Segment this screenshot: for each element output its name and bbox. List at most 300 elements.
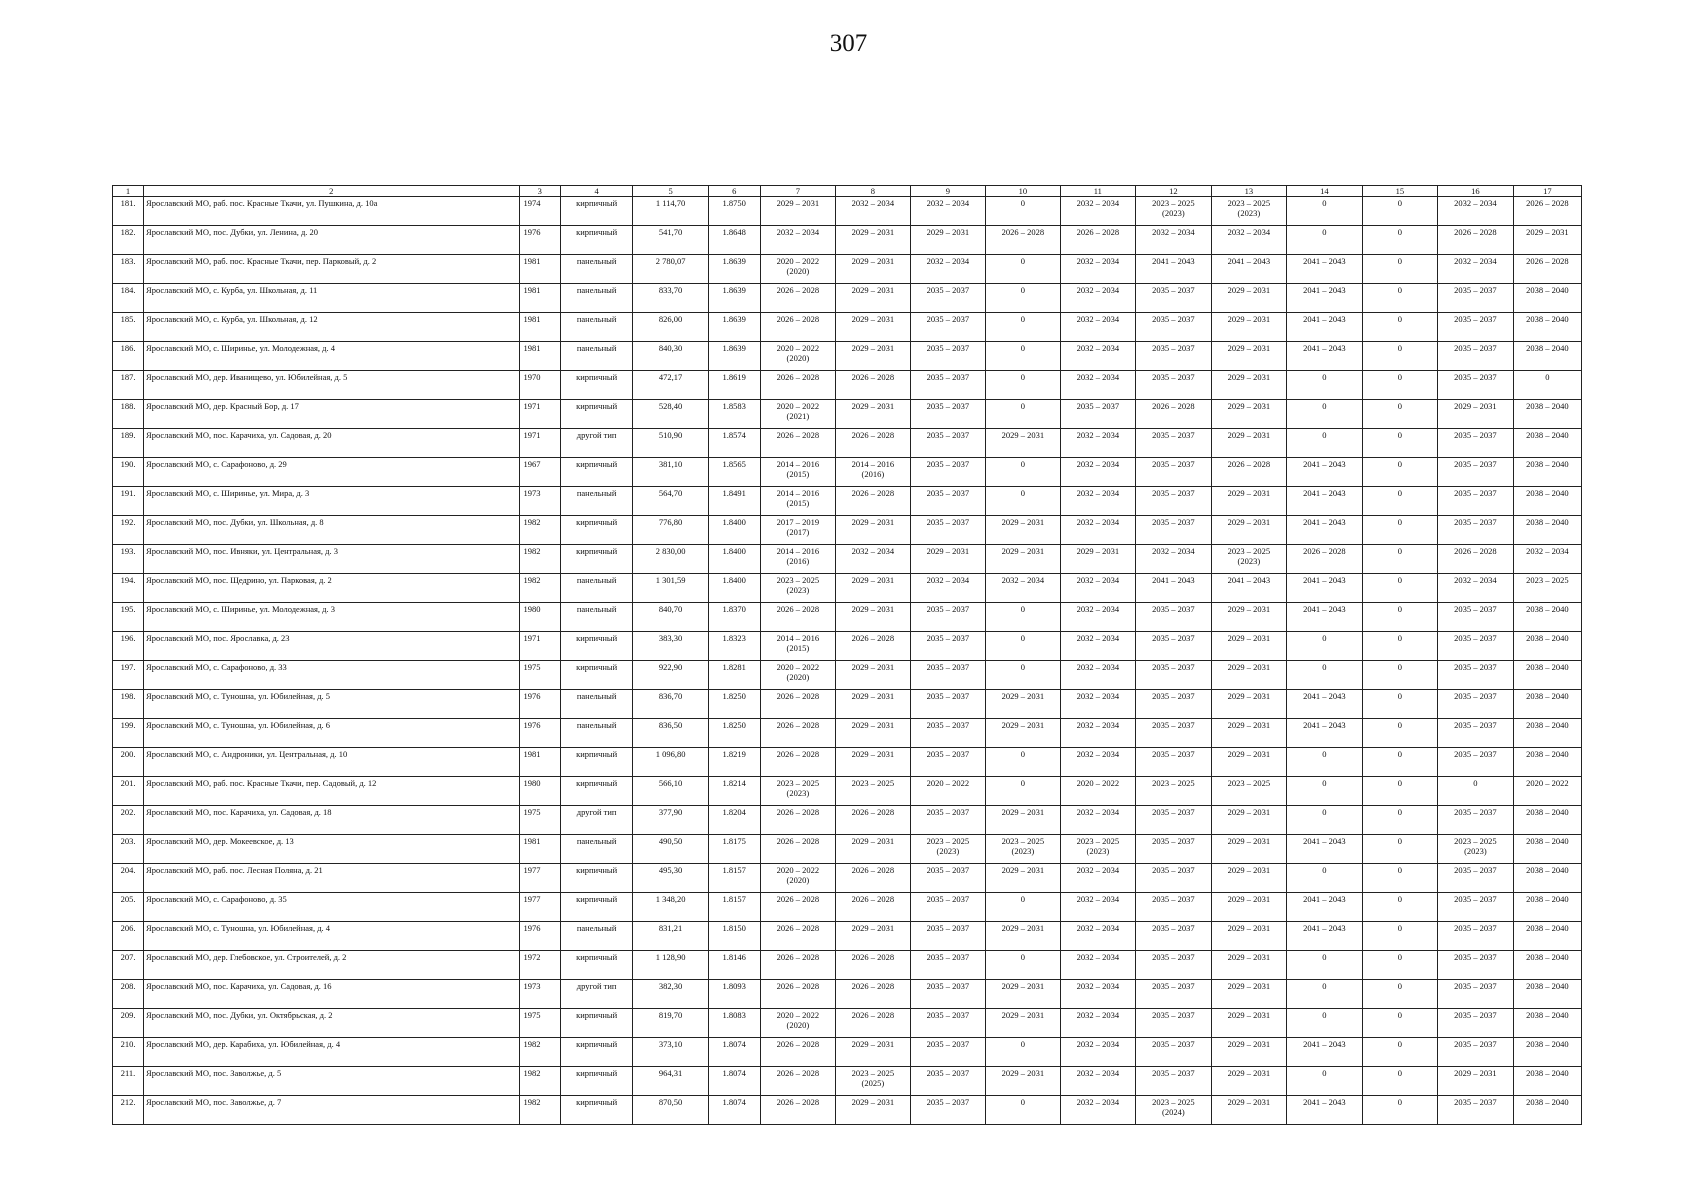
cell-area: 922,90: [633, 661, 709, 690]
cell-build-year: 1975: [519, 1009, 560, 1038]
cell-address: Ярославский МО, пос. Дубки, ул. Школьная, д. 8: [144, 516, 520, 545]
cell-period-9: 2035 – 2037: [910, 458, 986, 487]
cell-period-15: 0: [1362, 516, 1438, 545]
cell-period-13: 2032 – 2034: [1211, 226, 1287, 255]
cell-period-11: 2032 – 2034: [1060, 806, 1136, 835]
cell-address: Ярославский МО, пос. Заволжье, д. 5: [144, 1067, 520, 1096]
cell-period-13: 2029 – 2031: [1211, 1067, 1287, 1096]
cell-row-number: 200.: [113, 748, 144, 777]
cell-period-17: 0: [1513, 371, 1581, 400]
cell-period-14: 0: [1287, 1067, 1363, 1096]
cell-period-8: 2029 – 2031: [836, 255, 910, 284]
cell-priority-index: 1.8400: [708, 574, 760, 603]
cell-priority-index: 1.8639: [708, 342, 760, 371]
cell-row-number: 185.: [113, 313, 144, 342]
cell-row-number: 196.: [113, 632, 144, 661]
cell-period-8: 2032 – 2034: [836, 197, 910, 226]
cell-wall-material: панельный: [560, 603, 632, 632]
cell-period-14: 2041 – 2043: [1287, 1038, 1363, 1067]
cell-period-8: 2026 – 2028: [836, 371, 910, 400]
cell-period-8: 2029 – 2031: [836, 748, 910, 777]
cell-period-7: 2026 – 2028: [760, 806, 836, 835]
cell-period-11: 2032 – 2034: [1060, 284, 1136, 313]
cell-period-11: 2032 – 2034: [1060, 922, 1136, 951]
cell-wall-material: панельный: [560, 835, 632, 864]
cell-address: Ярославский МО, с. Андроники, ул. Центральная, д. 10: [144, 748, 520, 777]
cell-period-10: 0: [986, 1038, 1060, 1067]
cell-build-year: 1977: [519, 893, 560, 922]
cell-period-15: 0: [1362, 603, 1438, 632]
cell-period-12: 2035 – 2037: [1136, 661, 1212, 690]
cell-period-16: 2032 – 2034: [1438, 255, 1514, 284]
cell-period-14: 2041 – 2043: [1287, 284, 1363, 313]
cell-period-11: 2032 – 2034: [1060, 487, 1136, 516]
cell-address: Ярославский МО, с. Ширинье, ул. Молодежная, д. 4: [144, 342, 520, 371]
cell-period-11: 2032 – 2034: [1060, 1009, 1136, 1038]
cell-build-year: 1982: [519, 516, 560, 545]
cell-build-year: 1977: [519, 864, 560, 893]
cell-period-17: 2038 – 2040: [1513, 864, 1581, 893]
cell-period-14: 2041 – 2043: [1287, 1096, 1363, 1125]
cell-priority-index: 1.8400: [708, 516, 760, 545]
table-row: [113, 574, 1582, 603]
cell-period-8: 2032 – 2034: [836, 545, 910, 574]
cell-period-12: 2035 – 2037: [1136, 690, 1212, 719]
table-row: [113, 1096, 1582, 1125]
cell-period-7: 2020 – 2022 (2021): [760, 400, 836, 429]
cell-period-11: 2023 – 2025 (2023): [1060, 835, 1136, 864]
cell-period-16: 2035 – 2037: [1438, 922, 1514, 951]
cell-build-year: 1976: [519, 690, 560, 719]
cell-period-11: 2032 – 2034: [1060, 1067, 1136, 1096]
cell-period-9: 2035 – 2037: [910, 342, 986, 371]
cell-period-7: 2026 – 2028: [760, 603, 836, 632]
cell-period-9: 2035 – 2037: [910, 516, 986, 545]
cell-period-11: 2032 – 2034: [1060, 632, 1136, 661]
cell-period-13: 2029 – 2031: [1211, 371, 1287, 400]
cell-period-15: 0: [1362, 864, 1438, 893]
column-number: 4: [560, 186, 632, 197]
cell-row-number: 198.: [113, 690, 144, 719]
cell-period-12: 2023 – 2025 (2024): [1136, 1096, 1212, 1125]
cell-period-10: 0: [986, 1096, 1060, 1125]
table-row: [113, 197, 1582, 226]
cell-period-7: 2032 – 2034: [760, 226, 836, 255]
cell-period-16: 2035 – 2037: [1438, 284, 1514, 313]
cell-build-year: 1981: [519, 835, 560, 864]
cell-period-8: 2026 – 2028: [836, 806, 910, 835]
cell-period-8: 2029 – 2031: [836, 226, 910, 255]
cell-build-year: 1976: [519, 226, 560, 255]
table-row: [113, 284, 1582, 313]
cell-period-17: 2020 – 2022: [1513, 777, 1581, 806]
cell-period-11: 2032 – 2034: [1060, 603, 1136, 632]
cell-period-13: 2029 – 2031: [1211, 690, 1287, 719]
cell-period-15: 0: [1362, 226, 1438, 255]
cell-period-10: 2029 – 2031: [986, 429, 1060, 458]
cell-period-12: 2035 – 2037: [1136, 951, 1212, 980]
cell-period-16: 2023 – 2025 (2023): [1438, 835, 1514, 864]
cell-period-10: 2029 – 2031: [986, 922, 1060, 951]
table-row: [113, 1038, 1582, 1067]
column-number: 13: [1211, 186, 1287, 197]
cell-period-16: 2035 – 2037: [1438, 1038, 1514, 1067]
table-row: [113, 371, 1582, 400]
table-row: [113, 226, 1582, 255]
cell-area: 2 830,00: [633, 545, 709, 574]
cell-period-10: 2029 – 2031: [986, 545, 1060, 574]
cell-period-10: 0: [986, 400, 1060, 429]
cell-period-8: 2014 – 2016 (2016): [836, 458, 910, 487]
cell-period-9: 2035 – 2037: [910, 806, 986, 835]
cell-period-7: 2026 – 2028: [760, 371, 836, 400]
cell-period-14: 0: [1287, 226, 1363, 255]
cell-period-10: 0: [986, 487, 1060, 516]
cell-address: Ярославский МО, с. Туношна, ул. Юбилейная, д. 6: [144, 719, 520, 748]
cell-period-9: 2035 – 2037: [910, 748, 986, 777]
cell-priority-index: 1.8157: [708, 893, 760, 922]
cell-period-16: 2035 – 2037: [1438, 806, 1514, 835]
cell-period-12: 2035 – 2037: [1136, 893, 1212, 922]
cell-period-7: 2026 – 2028: [760, 284, 836, 313]
cell-period-12: 2035 – 2037: [1136, 1038, 1212, 1067]
cell-period-7: 2026 – 2028: [760, 1067, 836, 1096]
housing-repair-table: [112, 185, 1582, 1125]
cell-address: Ярославский МО, с. Ширинье, ул. Мира, д. 3: [144, 487, 520, 516]
cell-period-7: 2020 – 2022 (2020): [760, 255, 836, 284]
cell-period-8: 2026 – 2028: [836, 893, 910, 922]
cell-period-11: 2032 – 2034: [1060, 893, 1136, 922]
cell-period-17: 2038 – 2040: [1513, 806, 1581, 835]
cell-period-9: 2032 – 2034: [910, 574, 986, 603]
cell-period-17: 2038 – 2040: [1513, 835, 1581, 864]
cell-period-13: 2029 – 2031: [1211, 487, 1287, 516]
cell-period-15: 0: [1362, 1038, 1438, 1067]
cell-wall-material: панельный: [560, 487, 632, 516]
cell-wall-material: кирпичный: [560, 777, 632, 806]
cell-wall-material: кирпичный: [560, 864, 632, 893]
cell-address: Ярославский МО, с. Туношна, ул. Юбилейная, д. 5: [144, 690, 520, 719]
cell-period-11: 2032 – 2034: [1060, 951, 1136, 980]
column-number: 2: [144, 186, 520, 197]
cell-period-11: 2032 – 2034: [1060, 661, 1136, 690]
cell-period-9: 2029 – 2031: [910, 545, 986, 574]
cell-wall-material: кирпичный: [560, 1009, 632, 1038]
cell-period-15: 0: [1362, 313, 1438, 342]
cell-build-year: 1982: [519, 1096, 560, 1125]
cell-build-year: 1970: [519, 371, 560, 400]
cell-period-15: 0: [1362, 1096, 1438, 1125]
cell-period-16: 2035 – 2037: [1438, 458, 1514, 487]
cell-build-year: 1973: [519, 980, 560, 1009]
cell-period-7: 2020 – 2022 (2020): [760, 661, 836, 690]
cell-period-17: 2038 – 2040: [1513, 1096, 1581, 1125]
column-number-row: [113, 186, 1582, 197]
cell-priority-index: 1.8619: [708, 371, 760, 400]
cell-row-number: 201.: [113, 777, 144, 806]
table-row: [113, 458, 1582, 487]
cell-wall-material: кирпичный: [560, 226, 632, 255]
cell-row-number: 211.: [113, 1067, 144, 1096]
cell-period-7: 2026 – 2028: [760, 429, 836, 458]
cell-period-7: 2026 – 2028: [760, 719, 836, 748]
table-row: [113, 632, 1582, 661]
cell-period-15: 0: [1362, 951, 1438, 980]
cell-wall-material: кирпичный: [560, 748, 632, 777]
cell-period-7: 2026 – 2028: [760, 1038, 836, 1067]
cell-address: Ярославский МО, пос. Заволжье, д. 7: [144, 1096, 520, 1125]
cell-period-14: 0: [1287, 400, 1363, 429]
cell-period-8: 2026 – 2028: [836, 487, 910, 516]
cell-period-15: 0: [1362, 284, 1438, 313]
cell-period-7: 2026 – 2028: [760, 690, 836, 719]
cell-period-9: 2035 – 2037: [910, 1009, 986, 1038]
cell-area: 1 301,59: [633, 574, 709, 603]
cell-address: Ярославский МО, дер. Глебовское, ул. Строителей, д. 2: [144, 951, 520, 980]
cell-period-7: 2026 – 2028: [760, 951, 836, 980]
table-row: [113, 835, 1582, 864]
cell-period-16: 2032 – 2034: [1438, 197, 1514, 226]
cell-period-9: 2035 – 2037: [910, 1038, 986, 1067]
cell-row-number: 202.: [113, 806, 144, 835]
cell-period-12: 2035 – 2037: [1136, 313, 1212, 342]
cell-period-15: 0: [1362, 719, 1438, 748]
cell-row-number: 183.: [113, 255, 144, 284]
cell-period-12: 2035 – 2037: [1136, 458, 1212, 487]
cell-period-16: 2035 – 2037: [1438, 1096, 1514, 1125]
column-number: 15: [1362, 186, 1438, 197]
cell-period-17: 2032 – 2034: [1513, 545, 1581, 574]
table-row: [113, 690, 1582, 719]
cell-period-17: 2038 – 2040: [1513, 719, 1581, 748]
cell-row-number: 212.: [113, 1096, 144, 1125]
cell-address: Ярославский МО, пос. Карачиха, ул. Садовая, д. 16: [144, 980, 520, 1009]
cell-period-16: 2035 – 2037: [1438, 748, 1514, 777]
cell-period-8: 2026 – 2028: [836, 980, 910, 1009]
cell-row-number: 192.: [113, 516, 144, 545]
cell-period-17: 2038 – 2040: [1513, 603, 1581, 632]
cell-wall-material: панельный: [560, 342, 632, 371]
table-row: [113, 748, 1582, 777]
cell-period-15: 0: [1362, 400, 1438, 429]
cell-area: 472,17: [633, 371, 709, 400]
cell-build-year: 1973: [519, 487, 560, 516]
cell-priority-index: 1.8146: [708, 951, 760, 980]
cell-period-7: 2026 – 2028: [760, 893, 836, 922]
cell-period-14: 2041 – 2043: [1287, 487, 1363, 516]
cell-period-8: 2026 – 2028: [836, 1009, 910, 1038]
cell-period-10: 0: [986, 313, 1060, 342]
cell-wall-material: кирпичный: [560, 400, 632, 429]
cell-period-13: 2029 – 2031: [1211, 313, 1287, 342]
cell-period-10: 0: [986, 458, 1060, 487]
cell-period-14: 2041 – 2043: [1287, 342, 1363, 371]
cell-row-number: 207.: [113, 951, 144, 980]
cell-wall-material: панельный: [560, 313, 632, 342]
cell-period-9: 2035 – 2037: [910, 313, 986, 342]
cell-row-number: 197.: [113, 661, 144, 690]
cell-build-year: 1971: [519, 400, 560, 429]
cell-period-16: 2035 – 2037: [1438, 603, 1514, 632]
cell-period-14: 0: [1287, 1009, 1363, 1038]
cell-address: Ярославский МО, раб. пос. Лесная Поляна, д. 21: [144, 864, 520, 893]
cell-period-10: 0: [986, 951, 1060, 980]
cell-period-13: 2029 – 2031: [1211, 429, 1287, 458]
cell-period-7: 2020 – 2022 (2020): [760, 342, 836, 371]
cell-period-11: 2032 – 2034: [1060, 197, 1136, 226]
cell-address: Ярославский МО, с. Курба, ул. Школьная, д. 12: [144, 313, 520, 342]
cell-period-16: 2032 – 2034: [1438, 574, 1514, 603]
cell-period-12: 2035 – 2037: [1136, 1067, 1212, 1096]
cell-period-11: 2020 – 2022: [1060, 777, 1136, 806]
cell-area: 528,40: [633, 400, 709, 429]
cell-build-year: 1976: [519, 922, 560, 951]
cell-period-9: 2035 – 2037: [910, 661, 986, 690]
cell-period-9: 2035 – 2037: [910, 922, 986, 951]
table-row: [113, 661, 1582, 690]
cell-priority-index: 1.8074: [708, 1096, 760, 1125]
cell-period-16: 2029 – 2031: [1438, 400, 1514, 429]
column-number: 3: [519, 186, 560, 197]
column-number: 14: [1287, 186, 1363, 197]
cell-period-12: 2035 – 2037: [1136, 1009, 1212, 1038]
cell-wall-material: кирпичный: [560, 1096, 632, 1125]
cell-period-10: 0: [986, 632, 1060, 661]
cell-address: Ярославский МО, с. Сарафоново, д. 33: [144, 661, 520, 690]
cell-period-10: 2023 – 2025 (2023): [986, 835, 1060, 864]
cell-row-number: 195.: [113, 603, 144, 632]
cell-period-17: 2038 – 2040: [1513, 632, 1581, 661]
cell-period-16: 2035 – 2037: [1438, 632, 1514, 661]
cell-build-year: 1975: [519, 661, 560, 690]
cell-period-17: 2038 – 2040: [1513, 516, 1581, 545]
cell-priority-index: 1.8204: [708, 806, 760, 835]
cell-priority-index: 1.8400: [708, 545, 760, 574]
cell-period-8: 2029 – 2031: [836, 284, 910, 313]
cell-period-12: 2035 – 2037: [1136, 516, 1212, 545]
cell-period-7: 2020 – 2022 (2020): [760, 1009, 836, 1038]
cell-area: 382,30: [633, 980, 709, 1009]
cell-period-14: 2026 – 2028: [1287, 545, 1363, 574]
cell-period-8: 2029 – 2031: [836, 1096, 910, 1125]
cell-period-9: 2035 – 2037: [910, 487, 986, 516]
cell-row-number: 205.: [113, 893, 144, 922]
cell-period-10: 0: [986, 342, 1060, 371]
table-row: [113, 777, 1582, 806]
cell-period-8: 2023 – 2025 (2025): [836, 1067, 910, 1096]
cell-period-13: 2029 – 2031: [1211, 1096, 1287, 1125]
cell-wall-material: панельный: [560, 284, 632, 313]
cell-period-13: 2029 – 2031: [1211, 1009, 1287, 1038]
cell-period-10: 2029 – 2031: [986, 1067, 1060, 1096]
cell-address: Ярославский МО, раб. пос. Красные Ткачи, пер. Садовый, д. 12: [144, 777, 520, 806]
cell-period-13: 2029 – 2031: [1211, 400, 1287, 429]
cell-wall-material: кирпичный: [560, 951, 632, 980]
cell-period-10: 0: [986, 893, 1060, 922]
cell-period-15: 0: [1362, 545, 1438, 574]
cell-area: 826,00: [633, 313, 709, 342]
cell-wall-material: кирпичный: [560, 893, 632, 922]
table-row: [113, 603, 1582, 632]
cell-area: 381,10: [633, 458, 709, 487]
cell-period-9: 2035 – 2037: [910, 951, 986, 980]
cell-period-11: 2029 – 2031: [1060, 545, 1136, 574]
cell-area: 1 128,90: [633, 951, 709, 980]
cell-period-17: 2038 – 2040: [1513, 922, 1581, 951]
table-row: [113, 893, 1582, 922]
cell-period-8: 2029 – 2031: [836, 400, 910, 429]
cell-wall-material: панельный: [560, 719, 632, 748]
cell-period-13: 2029 – 2031: [1211, 284, 1287, 313]
column-number: 16: [1438, 186, 1514, 197]
cell-period-12: 2035 – 2037: [1136, 603, 1212, 632]
cell-period-16: 2035 – 2037: [1438, 371, 1514, 400]
column-number: 1: [113, 186, 144, 197]
cell-priority-index: 1.8214: [708, 777, 760, 806]
cell-wall-material: кирпичный: [560, 1038, 632, 1067]
cell-row-number: 203.: [113, 835, 144, 864]
cell-wall-material: кирпичный: [560, 516, 632, 545]
cell-period-11: 2032 – 2034: [1060, 371, 1136, 400]
cell-address: Ярославский МО, дер. Карабиха, ул. Юбилейная, д. 4: [144, 1038, 520, 1067]
cell-wall-material: кирпичный: [560, 632, 632, 661]
cell-period-9: 2035 – 2037: [910, 284, 986, 313]
cell-period-15: 0: [1362, 342, 1438, 371]
cell-period-10: 2029 – 2031: [986, 719, 1060, 748]
cell-address: Ярославский МО, с. Сарафоново, д. 29: [144, 458, 520, 487]
cell-area: 776,80: [633, 516, 709, 545]
cell-period-15: 0: [1362, 371, 1438, 400]
cell-period-13: 2023 – 2025 (2023): [1211, 545, 1287, 574]
cell-period-14: 0: [1287, 632, 1363, 661]
cell-row-number: 181.: [113, 197, 144, 226]
cell-period-13: 2029 – 2031: [1211, 1038, 1287, 1067]
cell-row-number: 191.: [113, 487, 144, 516]
cell-area: 2 780,07: [633, 255, 709, 284]
table-row: [113, 806, 1582, 835]
cell-wall-material: другой тип: [560, 429, 632, 458]
cell-period-7: 2023 – 2025 (2023): [760, 777, 836, 806]
cell-build-year: 1974: [519, 197, 560, 226]
cell-period-17: 2038 – 2040: [1513, 1067, 1581, 1096]
cell-period-7: 2020 – 2022 (2020): [760, 864, 836, 893]
cell-priority-index: 1.8157: [708, 864, 760, 893]
cell-period-15: 0: [1362, 690, 1438, 719]
cell-period-7: 2026 – 2028: [760, 922, 836, 951]
table-row: [113, 864, 1582, 893]
cell-period-14: 0: [1287, 951, 1363, 980]
cell-row-number: 209.: [113, 1009, 144, 1038]
cell-period-16: 2029 – 2031: [1438, 1067, 1514, 1096]
cell-period-15: 0: [1362, 661, 1438, 690]
cell-period-7: 2026 – 2028: [760, 1096, 836, 1125]
cell-period-11: 2032 – 2034: [1060, 313, 1136, 342]
cell-period-11: 2032 – 2034: [1060, 255, 1136, 284]
column-number: 12: [1136, 186, 1212, 197]
cell-period-9: 2035 – 2037: [910, 429, 986, 458]
cell-period-16: 2035 – 2037: [1438, 313, 1514, 342]
cell-period-15: 0: [1362, 806, 1438, 835]
table-row: [113, 980, 1582, 1009]
cell-period-14: 2041 – 2043: [1287, 893, 1363, 922]
cell-period-16: 2035 – 2037: [1438, 719, 1514, 748]
cell-period-17: 2038 – 2040: [1513, 893, 1581, 922]
cell-period-9: 2035 – 2037: [910, 632, 986, 661]
table-row: [113, 1067, 1582, 1096]
cell-period-16: 2035 – 2037: [1438, 429, 1514, 458]
cell-period-8: 2029 – 2031: [836, 922, 910, 951]
cell-area: 840,30: [633, 342, 709, 371]
